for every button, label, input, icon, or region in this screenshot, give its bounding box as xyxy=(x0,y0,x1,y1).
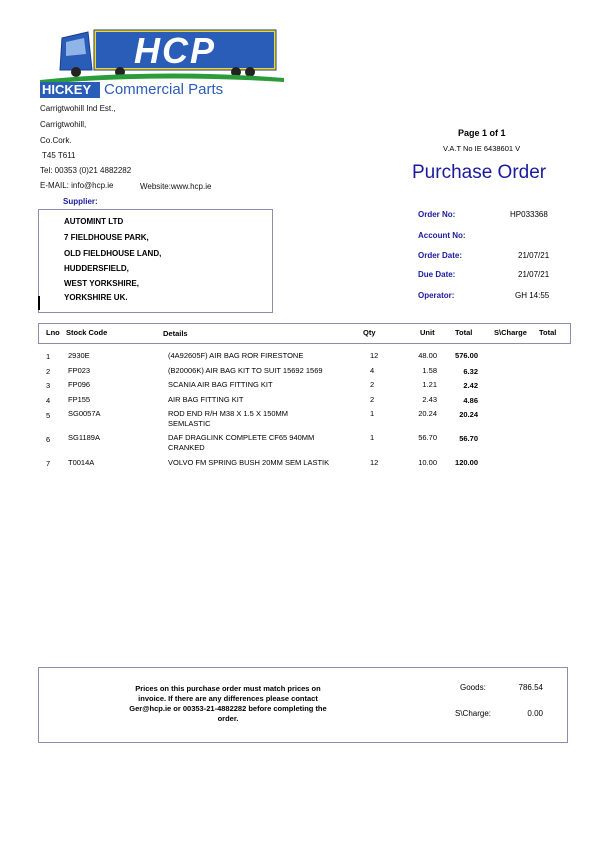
header-qty: Qty xyxy=(363,328,376,337)
page-number: Page 1 of 1 xyxy=(458,128,506,138)
row-total: 120.00 xyxy=(455,458,478,467)
address-line-1: Carrigtwohill Ind Est., xyxy=(40,104,116,113)
row-stock-code: SG0057A xyxy=(68,409,101,418)
goods-label: Goods: xyxy=(460,683,486,692)
document-title: Purchase Order xyxy=(412,162,547,183)
address-line-2: Carrigtwohill, xyxy=(40,120,87,129)
email: E-MAIL: info@hcp.ie xyxy=(40,181,114,190)
footer-notice-line-1: Prices on this purchase order must match prices on xyxy=(135,684,321,693)
due-date-label: Due Date: xyxy=(418,270,456,279)
row-total: 20.24 xyxy=(459,410,478,419)
operator-value: GH 14:55 xyxy=(515,291,550,300)
row-total: 2.42 xyxy=(463,381,478,390)
footer-notice-line-4: order. xyxy=(217,714,239,723)
address-line-3: Co.Cork. xyxy=(40,136,72,145)
row-details: ROD END R/H M38 X 1.5 X 150MM xyxy=(168,409,289,418)
row-qty: 12 xyxy=(370,351,379,360)
supplier-line-6: YORKSHIRE UK. xyxy=(64,293,128,302)
row-lno: 5 xyxy=(46,411,51,420)
row-lno: 3 xyxy=(46,381,51,390)
row-details: (4A92605F) AIR BAG ROR FIRESTONE xyxy=(168,351,304,360)
table-header xyxy=(38,323,571,344)
scharge-value: 0.00 xyxy=(527,709,543,718)
row-qty: 4 xyxy=(370,366,375,375)
row-details: DAF DRAGLINK COMPLETE CF65 940MM xyxy=(168,433,315,442)
row-unit: 1.21 xyxy=(422,380,437,389)
row-stock-code: SG1189A xyxy=(68,433,100,442)
row-lno: 2 xyxy=(46,367,51,376)
supplier-box-marker xyxy=(38,296,40,310)
row-qty: 12 xyxy=(370,458,379,467)
order-no-label: Order No: xyxy=(418,210,456,219)
header-total-2: Total xyxy=(539,328,557,337)
row-qty: 2 xyxy=(370,380,375,389)
supplier-line-4: HUDDERSFIELD, xyxy=(64,264,129,273)
row-stock-code: 2930E xyxy=(68,351,90,360)
supplier-line-5: WEST YORKSHIRE, xyxy=(64,279,139,288)
supplier-label: Supplier: xyxy=(63,197,98,206)
row-stock-code: FP096 xyxy=(68,380,91,389)
header-scharge: S\Charge xyxy=(494,328,527,337)
supplier-line-1: AUTOMINT LTD xyxy=(64,217,124,226)
scharge-label: S\Charge: xyxy=(455,709,492,718)
header-lno: Lno xyxy=(46,328,60,337)
row-details: AIR BAG FITTING KIT xyxy=(168,395,244,404)
row-stock-code: FP023 xyxy=(68,366,91,375)
row-qty: 1 xyxy=(370,433,375,442)
row-unit: 10.00 xyxy=(418,458,437,467)
row-details: (B20006K) AIR BAG KIT TO SUIT 15692 1569 xyxy=(168,366,323,375)
row-total: 4.86 xyxy=(463,396,478,405)
row-total: 56.70 xyxy=(459,434,478,443)
company-logo xyxy=(40,24,286,100)
order-date-label: Order Date: xyxy=(418,251,463,260)
row-stock-code: T0014A xyxy=(68,458,95,467)
row-qty: 2 xyxy=(370,395,375,404)
row-unit: 48.00 xyxy=(418,351,437,360)
logo-left-text: HICKEY xyxy=(42,82,92,97)
vat-number: V.A.T No IE 6438601 V xyxy=(443,144,521,153)
supplier-line-3: OLD FIELDHOUSE LAND, xyxy=(64,249,162,258)
row-unit: 1.58 xyxy=(422,366,437,375)
row-total: 6.32 xyxy=(463,367,478,376)
address-line-4: T45 T611 xyxy=(42,151,76,160)
row-unit: 20.24 xyxy=(418,409,437,418)
goods-value: 786.54 xyxy=(518,683,543,692)
operator-label: Operator: xyxy=(418,291,455,300)
footer-notice-line-2: invoice. If there are any differences please contact xyxy=(138,694,318,703)
logo-text: HCP xyxy=(134,30,217,71)
row-qty: 1 xyxy=(370,409,375,418)
row-total: 576.00 xyxy=(455,351,478,360)
row-lno: 4 xyxy=(46,396,51,405)
telephone: Tel: 00353 (0)21 4882282 xyxy=(40,166,132,175)
header-stock-code: Stock Code xyxy=(66,328,108,337)
row-unit: 2.43 xyxy=(422,395,437,404)
order-no-value: HP033368 xyxy=(510,210,548,219)
row-details: VOLVO FM SPRING BUSH 20MM SEM LASTIK xyxy=(168,458,330,467)
row-details: SCANIA AIR BAG FITTING KIT xyxy=(168,380,273,389)
row-lno: 1 xyxy=(46,352,51,361)
header-unit: Unit xyxy=(420,328,435,337)
row-lno: 7 xyxy=(46,459,51,468)
footer-notice-line-3: Ger@hcp.ie or 00353-21-4882282 before completing the xyxy=(129,704,327,713)
header-details: Details xyxy=(163,329,188,338)
row-details-line-2: SEMLASTIC xyxy=(168,419,211,428)
supplier-line-2: 7 FIELDHOUSE PARK, xyxy=(64,233,149,242)
row-unit: 56.70 xyxy=(418,433,437,442)
account-no-label: Account No: xyxy=(418,231,466,240)
footer-notice xyxy=(92,684,364,724)
due-date-value: 21/07/21 xyxy=(518,270,550,279)
website: Website:www.hcp.ie xyxy=(140,182,212,191)
row-details-line-2: CRANKED xyxy=(168,443,205,452)
logo-right-text: Commercial Parts xyxy=(104,81,224,98)
row-stock-code: FP155 xyxy=(68,395,91,404)
order-date-value: 21/07/21 xyxy=(518,251,550,260)
row-lno: 6 xyxy=(46,435,51,444)
header-total: Total xyxy=(455,328,473,337)
